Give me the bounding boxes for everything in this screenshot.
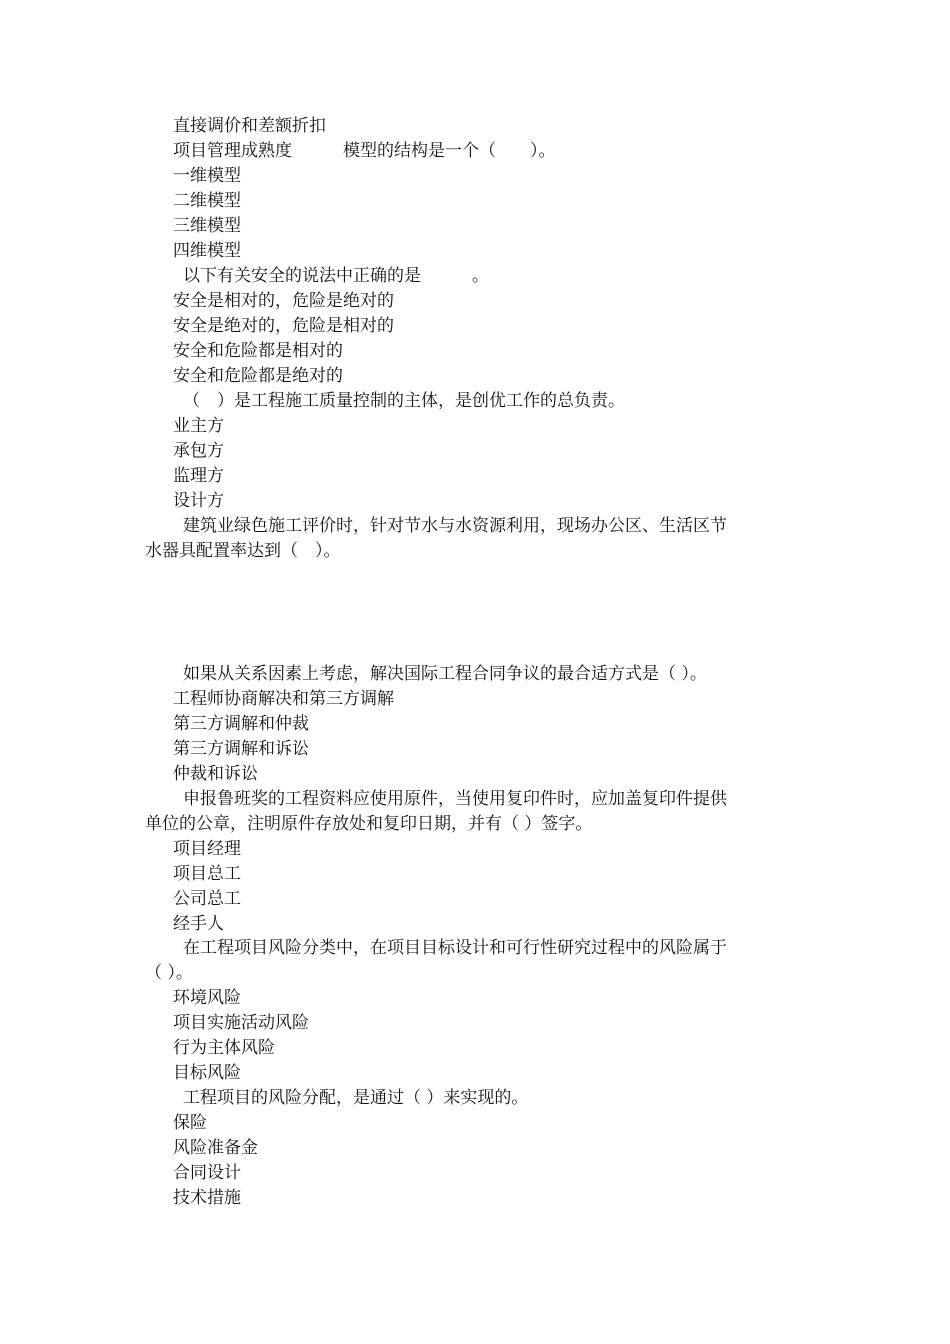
option-line: 承包方	[173, 441, 224, 461]
option-line: 二维模型	[173, 191, 241, 211]
option-line: 安全和危险都是相对的	[173, 341, 343, 361]
option-line: 风险准备金	[173, 1138, 258, 1158]
question-line: 工程项目的风险分配，是通过（ ）来实现的。	[183, 1088, 529, 1108]
option-line: 保险	[173, 1113, 207, 1133]
question-line: 建筑业绿色施工评价时，针对节水与水资源利用，现场办公区、生活区节	[183, 516, 727, 536]
question-line: 申报鲁班奖的工程资料应使用原件，当使用复印件时，应加盖复印件提供	[183, 789, 727, 809]
question-line: 项目管理成熟度 模型的结构是一个（ ）。	[173, 141, 556, 161]
question-line: （ ）是工程施工质量控制的主体，是创优工作的总负责。	[183, 391, 625, 411]
option-line: 监理方	[173, 466, 224, 486]
question-line: 单位的公章，注明原件存放处和复印日期，并有（ ）签字。	[145, 814, 593, 834]
question-line: 在工程项目风险分类中，在项目目标设计和可行性研究过程中的风险属于	[183, 938, 727, 958]
option-line: 安全是相对的，危险是绝对的	[173, 291, 394, 311]
option-line: 项目实施活动风险	[173, 1013, 309, 1033]
option-line: 一维模型	[173, 166, 241, 186]
option-line: 项目经理	[173, 839, 241, 859]
option-line: 目标风险	[173, 1063, 241, 1083]
option-line: 工程师协商解决和第三方调解	[173, 689, 394, 709]
option-line: 仲裁和诉讼	[173, 764, 258, 784]
option-line: 第三方调解和仲裁	[173, 714, 309, 734]
option-line: 设计方	[173, 491, 224, 511]
question-line: 如果从关系因素上考虑，解决国际工程合同争议的最合适方式是（ ）。	[183, 664, 707, 684]
option-line: 公司总工	[173, 889, 241, 909]
option-line: 安全和危险都是绝对的	[173, 366, 343, 386]
option-line: 第三方调解和诉讼	[173, 739, 309, 759]
option-line: 合同设计	[173, 1163, 241, 1183]
text-line: 直接调价和差额折扣	[173, 116, 326, 136]
option-line: 行为主体风险	[173, 1038, 275, 1058]
option-line: 技术措施	[173, 1188, 241, 1208]
option-line: 环境风险	[173, 988, 241, 1008]
option-line: 经手人	[173, 914, 224, 934]
question-line: 以下有关安全的说法中正确的是 。	[183, 266, 489, 286]
option-line: 四维模型	[173, 241, 241, 261]
option-line: 安全是绝对的，危险是相对的	[173, 316, 394, 336]
question-line: 水器具配置率达到（ ）。	[145, 541, 341, 561]
question-line: （ ）。	[145, 963, 193, 983]
option-line: 三维模型	[173, 216, 241, 236]
option-line: 项目总工	[173, 864, 241, 884]
option-line: 业主方	[173, 416, 224, 436]
